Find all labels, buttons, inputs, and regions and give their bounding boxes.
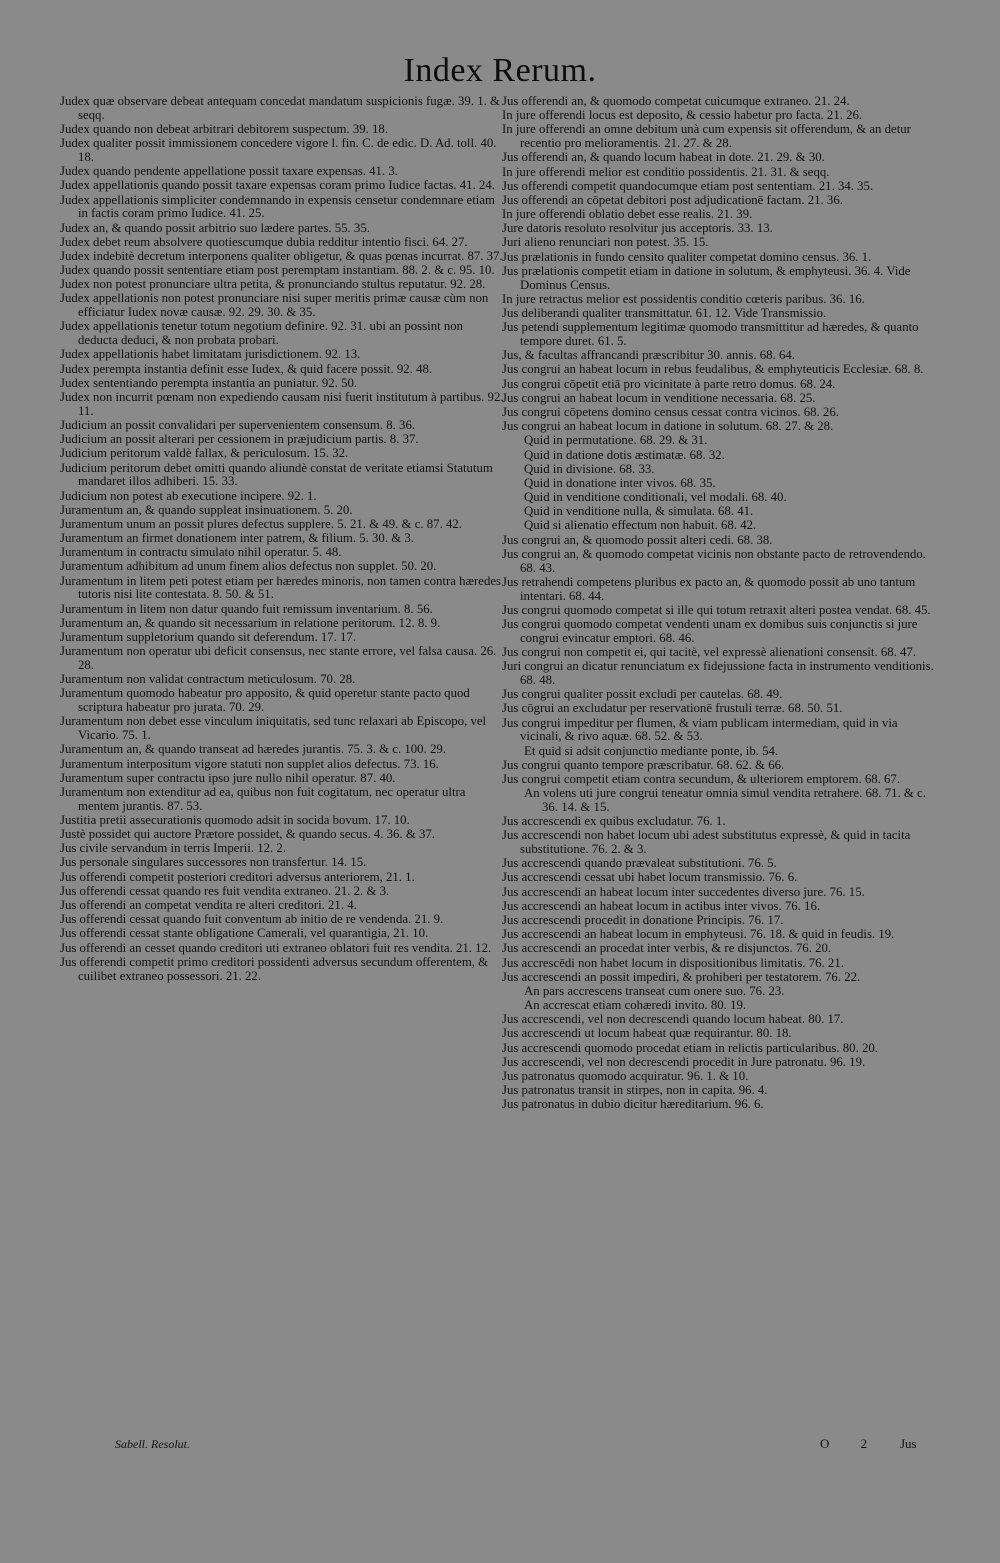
index-entry: Juri alieno renunciari non potest. 35. 15.: [502, 235, 709, 250]
index-entry: Judicium non potest ab executione incipere. 92. 1.: [60, 488, 317, 503]
index-entry: Quid si alienatio effectum non habuit. 68. 42.: [524, 518, 757, 533]
index-entry: Jure datoris resoluto resolvitur jus acceptoris. 33. 13.: [502, 221, 773, 236]
index-entry: Jus offerendi cessat quando res fuit vendita extraneo. 21. 2. & 3.: [60, 883, 390, 898]
index-entry: Judex sententiando perempta instantia an puniatur. 92. 50.: [60, 375, 358, 390]
index-entry: Judex indebitè decretum interponens qualiter obligetur, & quas pœnas incurrat. 87. 37.: [60, 248, 503, 263]
index-entry: Jus accrescendi quomodo procedat etiam in relictis particularibus. 80. 20.: [502, 1040, 878, 1055]
index-entry: Juramentum interpositum vigore statuti non supplet alios defectus. 73. 16.: [60, 756, 439, 771]
left-column: [60, 95, 506, 984]
index-entry: Jus congrui quomodo competat si ille qui totum retraxit alteri postea vendat. 68. 45.: [502, 602, 931, 617]
page-title: Index Rerum.: [403, 52, 597, 89]
index-entry: Juramentum an firmet donationem inter patrem, & filium. 5. 30. & 3.: [60, 531, 414, 546]
index-entry: Jus accrescendi an habeat locum in actibus inter vivos. 76. 16.: [502, 898, 821, 913]
index-entry: Juramentum an, & quando suppleat insinuationem. 5. 20.: [60, 502, 353, 517]
index-entry: Juramentum in litem non datur quando fuit remissum inventarium. 8. 56.: [60, 601, 433, 616]
index-entry: Jus congrui quanto tempore præscribatur. 68. 62. & 66.: [502, 757, 785, 772]
index-entry: Juramentum non operatur ubi deficit consensus, nec stante errore, vel falsa causa. 26. 28.: [60, 644, 497, 672]
index-entry: Jus congrui cōpetens domino census cessat contra vicinos. 68. 26.: [502, 404, 839, 419]
index-entry: Jus prælationis competit etiam in datione in solutum, & emphyteusi. 36. 4. Vide Dominus Census.: [502, 263, 911, 292]
index-entry: Jus congrui cōpetit etiā pro vicinitate à parte retro domus. 68. 24.: [502, 376, 836, 391]
index-entry: Jus cōgrui an excludatur per reservationē frustuli terræ. 68. 50. 51.: [502, 701, 843, 716]
index-entry: An pars accrescens transeat cum onere suo. 76. 23.: [524, 983, 785, 998]
index-entry: Quid in donatione inter vivos. 68. 35.: [524, 475, 716, 490]
index-entry: Jus accrescendi non habet locum ubi adest substitutus expressè, & quid in tacita substitutione. 76. 2. & 3.: [502, 828, 911, 857]
index-entry: Jus accrescendi ex quibus excludatur. 76. 1.: [502, 814, 726, 829]
index-entry: Judex non incurrit pœnam non expediendo causam nisi fuerit institutum à partibus. 92. 11.: [60, 389, 504, 418]
index-entry: Judicium peritorum valdè fallax, & periculosum. 15. 32.: [60, 446, 349, 461]
index-entry: Juramentum in litem peti potest etiam per hæredes minoris, non tamen contra hæredes tutoris nisi lite contestata. 8. 50. & 51.: [60, 573, 502, 602]
signature-line: Sabell. Resolut.: [115, 1437, 190, 1451]
index-entry: An accrescat etiam cohæredi invito. 80. 19.: [524, 998, 747, 1013]
index-entry: Jus offerendi an competat vendita re alteri creditori. 21. 4.: [60, 898, 357, 912]
catchword: Jus: [900, 1436, 917, 1451]
index-entry: Juri congrui an dicatur renunciatum ex fidejussione facta in instrumento venditionis. 68. 48.: [502, 659, 934, 687]
index-entry: Jus congrui an habeat locum in venditione necessaria. 68. 25.: [502, 390, 816, 405]
index-entry: Jus patronatus in dubio dicitur hæreditarium. 96. 6.: [502, 1097, 764, 1112]
index-entry: Judicium peritorum debet omitti quando aliundè constat de veritate etiamsi Statutum mandaret illos adhiberi. 15. 33.: [60, 460, 493, 489]
index-entry: Jus, & facultas affrancandi præscribitur 30. annis. 68. 64.: [502, 348, 795, 363]
index-entry: Judex quando pendente appellatione possit taxare expensas. 41. 3.: [60, 164, 398, 179]
index-entry: Judex non potest pronunciare ultra petita, & pronunciando stultus reputatur. 92. 28.: [60, 277, 486, 292]
index-entry: Et quid si adsit conjunctio mediante ponte, ib. 54.: [524, 743, 779, 758]
index-entry: Jus accrescendi, vel non decrescendi quando locum habeat. 80. 17.: [502, 1012, 844, 1027]
index-entry: Quid in datione dotis æstimatæ. 68. 32.: [524, 447, 725, 462]
index-entry: Judex appellationis tenetur totum negotium definire. 92. 31. ubi an possint non deducta deduci, & non probata probari.: [60, 319, 464, 348]
index-entry: Judex quando non debeat arbitrari debitorem suspectum. 39. 18.: [60, 121, 389, 136]
index-entry: Jus offerendi an, & quomodo competat cuicumque extraneo. 21. 24.: [502, 94, 850, 108]
index-entry: Juramentum non debet esse vinculum iniquitatis, sed tunc relaxari ab Episcopo, vel Vicario. 75. 1.: [60, 714, 487, 743]
index-entry: Juramentum in contractu simulato nihil operatur. 5. 48.: [60, 545, 342, 560]
index-entry: Judex perempta instantia definit esse Iudex, & quid facere possit. 92. 48.: [60, 361, 433, 376]
index-entry: Judex qualiter possit immissionem concedere vigore l. fin. C. de edic. D. Ad. toll. 40. 18.: [60, 136, 497, 164]
index-entry: In jure retractus melior est possidentis conditio cœteris paribus. 36. 16.: [502, 291, 865, 306]
index-entry: Jus accrescendi cessat ubi habet locum transmissio. 76. 6.: [502, 870, 798, 885]
index-entry: Jus congrui an, & quomodo competat vicinis non obstante pacto de retrovendendo. 68. 43.: [502, 546, 926, 575]
index-entry: Judex appellationis simpliciter condemnando in expensis censetur condemnare etiam in factis coram primo Iudice. 41. 25.: [60, 192, 495, 221]
index-entry: Jus congrui an habeat locum in rebus feudalibus, & emphyteuticis Ecclesiæ. 68. 8.: [502, 362, 924, 377]
index-entry: Juramentum non validat contractum meticulosum. 70. 28.: [60, 672, 356, 687]
index-entry: Jus offerendi competit posteriori creditori adversus anteriorem, 21. 1.: [60, 869, 415, 884]
index-entry: Jus patronatus transit in stirpes, non in capita. 96. 4.: [502, 1083, 768, 1098]
index-entry: In jure offerendi an omne debitum unà cum expensis sit offerendum, & an detur recentio pro melioramentis. 21. 27. & 28.: [502, 122, 911, 151]
index-entry: Jus accrescendi ut locum habeat quæ requirantur. 80. 18.: [502, 1026, 792, 1041]
index-entry: Jus offerendi competit quandocumque etiam post sententiam. 21. 34. 35.: [502, 178, 874, 193]
index-entry: Jus prælationis in fundo censito qualiter competat domino census. 36. 1.: [502, 249, 872, 264]
index-entry: Quid in venditione conditionali, vel modali. 68. 40.: [524, 490, 787, 505]
index-entry: Jus offerendi cessat stante obligatione Camerali, vel quarantigia, 21. 10.: [60, 926, 429, 941]
index-entry: Juramentum super contractu ipso jure nullo nihil operatur. 87. 40.: [60, 770, 396, 785]
index-entry: In jure offerendi melior est conditio possidentis. 21. 31. & seqq.: [502, 164, 830, 179]
index-entry: Jus petendi supplementum legitimæ quomodo transmittitur ad hæredes, & quanto tempore duret. 61. 5.: [502, 320, 919, 349]
index-entry: Jus patronatus quomodo acquiratur. 96. 1. & 10.: [502, 1069, 749, 1084]
index-entry: Jus retrahendi competens pluribus ex pacto an, & quomodo possit ab uno tantum intentari. 68. 44.: [502, 574, 916, 603]
index-entry: Jus accrescendi an procedat inter verbis, & re disjunctos. 76. 20.: [502, 941, 832, 956]
index-entry: Quid in divisione. 68. 33.: [524, 461, 655, 476]
index-entry: Jus offerendi an cōpetat debitori post adjudicationē factam. 21. 36.: [502, 192, 843, 207]
right-column: [502, 95, 942, 1113]
index-entry: Jus personale singulares successores non transfertur. 14. 15.: [60, 855, 367, 870]
index-entry: In jure offerendi locus est deposito, & cessio habetur pro facta. 21. 26.: [502, 108, 863, 123]
index-entry: Jus congrui qualiter possit excludi per cautelas. 68. 49.: [502, 687, 783, 702]
index-entry: Jus congrui quomodo competat vendenti unam ex domibus suis conjunctis si jure congrui evincatur emptori. 68. 46.: [502, 616, 918, 645]
index-entry: Jus congrui an, & quomodo possit alteri cedi. 68. 38.: [502, 532, 773, 547]
index-entry: Jus congrui impeditur per flumen, & viam publicam intermediam, quid in via vicinali, & rivo aquæ. 68. 52. & 53.: [502, 715, 898, 744]
index-entry: Juramentum adhibitum ad unum finem alios defectus non supplet. 50. 20.: [60, 559, 437, 574]
index-entry: Jus accrescendi an habeat locum in emphyteusi. 76. 18. & quid in feudis. 19.: [502, 927, 895, 942]
index-entry: Judex an, & quando possit arbitrio suo lædere partes. 55. 35.: [60, 220, 370, 235]
index-entry: Jus congrui non competit ei, qui tacitè, vel expressè alienationi consensit. 68. 47.: [502, 644, 917, 659]
index-entry: Jus accrescendi quando prævaleat substitutioni. 76. 5.: [502, 856, 777, 871]
index-entry: Juramentum non extenditur ad ea, quibus non fuit cogitatum, nec operatur ultra mentem jurantis. 87. 53.: [60, 784, 466, 813]
index-entry: Juramentum quomodo habeatur pro apposito, & quid operetur stante pacto quod scriptura habeatur pro jurata. 70. 29.: [60, 686, 470, 715]
index-entry: Judex debet reum absolvere quotiescumque dubia redditur intentio fisci. 64. 27.: [60, 234, 468, 249]
index-entry: Jus accrescendi procedit in donatione Principis. 76. 17.: [502, 912, 784, 927]
index-entry: Judicium an possit alterari per cessionem in præjudicium partis. 8. 37.: [60, 432, 419, 447]
index-entry: Juramentum suppletorium quando sit deferendum. 17. 17.: [60, 630, 357, 644]
index-entry: Juramentum unum an possit plures defectus supplere. 5. 21. & 49. & c. 87. 42.: [60, 516, 462, 531]
index-entry: Quid in venditione nulla, & simulata. 68. 41.: [524, 504, 754, 519]
index-entry: Jus offerendi cessat quando fuit conventum ab initio de re vendenda. 21. 9.: [60, 912, 444, 927]
index-entry: Jus congrui an habeat locum in datione in solutum. 68. 27. & 28.: [502, 419, 834, 434]
index-entry: Judex appellationis habet limitatam jurisdictionem. 92. 13.: [60, 347, 361, 362]
index-entry: Jus congrui competit etiam contra secundum, & ulteriorem emptorem. 68. 67.: [502, 771, 901, 786]
index-entry: Juramentum an, & quando sit necessarium in relatione peritorum. 12. 8. 9.: [60, 615, 441, 630]
index-entry: Justè possidet qui auctore Prætore possidet, & quando secus. 4. 36. & 37.: [60, 827, 435, 842]
index-entry: An volens uti jure congrui teneatur omnia simul vendita retrahere. 68. 71. & c. 36. 14. & 15.: [524, 786, 926, 814]
sheet-mark: O 2: [820, 1436, 882, 1451]
index-entry: Jus accrescēdi non habet locum in dispositionibus limitatis. 76. 21.: [502, 955, 844, 970]
index-entry: Jus offerendi competit primo creditori possidenti adversus secundum offerentem, & cuilibet extraneo possessori. 21. 22.: [60, 954, 489, 983]
index-entry: Jus accrescendi an possit impediri, & prohiberi per testatorem. 76. 22.: [502, 969, 861, 984]
index-entry: Jus offerendi an, & quando locum habeat in dote. 21. 29. & 30.: [502, 150, 825, 165]
index-entry: Judex quando possit sententiare etiam post peremptam instantiam. 88. 2. & c. 95. 10.: [60, 263, 495, 278]
index-entry: Judicium an possit convalidari per supervenientem consensum. 8. 36.: [60, 417, 416, 432]
index-entry: Judex quæ observare debeat antequam concedat mandatum suspicionis fugæ. 39. 1. & seqq.: [60, 94, 500, 122]
index-entry: Jus accrescendi an habeat locum inter succedentes diverso jure. 76. 15.: [502, 884, 865, 899]
index-entry: Jus civile servandum in terris Imperii. 12. 2.: [60, 841, 287, 856]
index-entry: Juramentum an, & quando transeat ad hæredes jurantis. 75. 3. & c. 100. 29.: [60, 742, 446, 757]
index-entry: Justitia pretii assecurationis quomodo adsit in socida bovum. 17. 10.: [60, 812, 410, 827]
index-entry: In jure offerendi oblatio debet esse realis. 21. 39.: [502, 207, 753, 222]
index-entry: Judex appellationis quando possit taxare expensas coram primo Iudice factas. 41. 24.: [60, 178, 495, 193]
index-entry: Jus deliberandi qualiter transmittatur. 61. 12. Vide Transmissio.: [502, 306, 827, 321]
index-entry: Quid in permutatione. 68. 29. & 31.: [524, 433, 708, 448]
index-entry: Jus accrescendi, vel non decrescendi procedit in Jure patronatu. 96. 19.: [502, 1054, 866, 1069]
index-entry: Judex appellationis non potest pronunciare nisi super meritis primæ causæ cùm non efficiatur Iudex novæ causæ. 92. 29. 30. & 35.: [60, 291, 489, 320]
index-entry: Jus offerendi an cesset quando creditori uti extraneo oblatori fuit res vendita. 21. 12.: [60, 940, 492, 955]
